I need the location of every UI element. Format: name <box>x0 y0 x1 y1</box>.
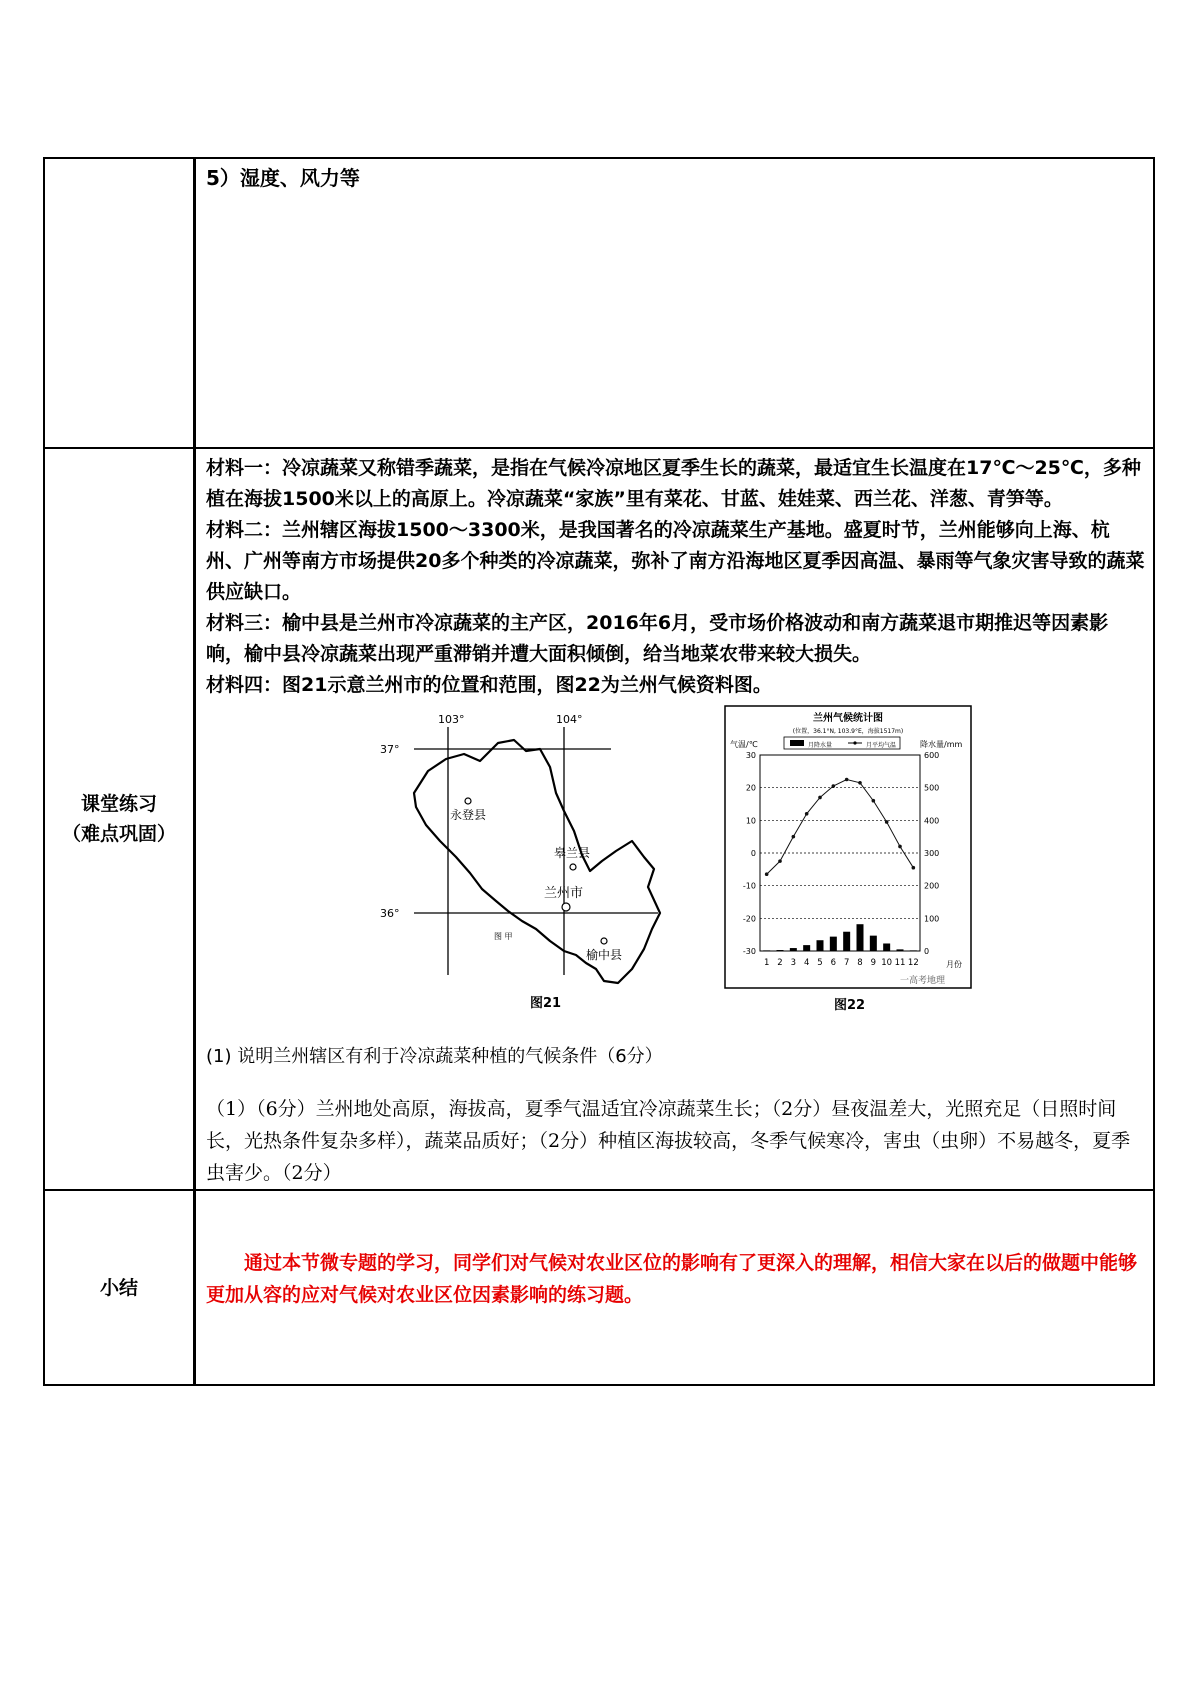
month-tick-label: 10 <box>881 958 893 968</box>
chart-title: 兰州气候统计图 <box>813 713 883 724</box>
temp-tick-label: 20 <box>745 783 756 793</box>
precip-bar <box>803 945 810 951</box>
question-1: (1) 说明兰州辖区有利于冷凉蔬菜种植的气候条件（6分） <box>206 1046 663 1067</box>
humidity-wind-text: 5）湿度、风力等 <box>206 166 360 190</box>
lon-104-label: 104° <box>556 713 583 726</box>
month-tick-label: 1 <box>763 958 770 968</box>
precip-bar <box>830 937 837 951</box>
practice-label-line1: 课堂练习 <box>80 793 157 815</box>
month-tick-label: 11 <box>894 958 906 968</box>
temperature-point <box>858 781 862 785</box>
precip-bar <box>870 936 877 951</box>
figures-area <box>206 701 1145 1041</box>
summary-content-cell <box>195 1190 1155 1385</box>
row1-content-cell <box>195 158 1155 448</box>
lanzhou-map-figure <box>376 707 676 1027</box>
material-4: 材料四：图21示意兰州市的位置和范围，图22为兰州气候资料图。 <box>206 674 772 696</box>
map-legend-text: 图 甲 <box>494 932 513 941</box>
precip-bar <box>897 949 904 951</box>
lon-103-label: 103° <box>438 713 465 726</box>
precip-tick-label: 100 <box>924 914 940 924</box>
lanzhou-city-label: 兰州市 <box>544 886 584 901</box>
month-tick-label: 12 <box>907 958 919 968</box>
month-tick-label: 9 <box>870 958 877 968</box>
temperature-point <box>818 796 822 800</box>
precip-bar <box>857 924 864 951</box>
temp-tick-label: 10 <box>745 816 756 826</box>
temp-tick-label: -10 <box>742 881 756 891</box>
chart-watermark: 一高考地理 <box>900 976 946 986</box>
temperature-point <box>832 784 836 788</box>
precip-tick-label: 300 <box>924 849 940 858</box>
month-tick-label: 6 <box>830 958 837 968</box>
lat-37-label: 37° <box>380 743 400 756</box>
practice-content-cell <box>195 448 1155 1190</box>
material-2: 材料二：兰州辖区海拔1500～3300米，是我国著名的冷凉蔬菜生产基地。盛夏时节，兰州能够向上海、杭州、广州等南方市场提供20多个种类的冷凉蔬菜，弥补了南方沿海地区夏季因高温、暴雨等气象灾害导致的蔬菜供应缺口。 <box>206 519 1145 603</box>
precip-tick-label: 200 <box>924 881 940 891</box>
legend-temp-label: 月平均气温 <box>866 742 897 749</box>
month-tick-label: 8 <box>857 958 863 968</box>
material-3: 材料三：榆中县是兰州市冷凉蔬菜的主产区，2016年6月，受市场价格波动和南方蔬菜退市期推迟等因素影响，榆中县冷凉蔬菜出现严重滞销并遭大面积倾倒，给当地菜农带来较大损失。 <box>206 612 1109 665</box>
temperature-point <box>898 845 902 849</box>
precip-bar <box>883 943 890 951</box>
climate-chart-figure <box>724 705 974 1025</box>
precip-bar <box>777 950 784 951</box>
legend-precip-label: 月降水量 <box>808 742 833 749</box>
chart-subtitle: (位置，36.1°N, 103.9°E，海拔1517m) <box>792 728 904 735</box>
x-axis-label: 月份 <box>946 960 962 969</box>
temperature-point <box>872 799 876 803</box>
precip-bar <box>817 940 824 951</box>
temp-tick-label: -30 <box>742 947 756 956</box>
month-tick-label: 2 <box>777 958 783 968</box>
yongdeng-label: 永登县 <box>450 808 487 822</box>
temp-tick-label: 0 <box>750 849 756 858</box>
temperature-point <box>885 820 889 824</box>
precip-bar <box>910 950 917 951</box>
figure-22-caption: 图22 <box>834 998 866 1013</box>
temperature-point <box>792 835 796 839</box>
temp-tick-label: 30 <box>745 751 756 760</box>
lat-36-label: 36° <box>380 907 400 920</box>
month-tick-label: 3 <box>790 958 797 968</box>
precip-tick-label: 600 <box>924 751 940 760</box>
material-1: 材料一：冷凉蔬菜又称错季蔬菜，是指在气候冷凉地区夏季生长的蔬菜，最适宜生长温度在17℃～25℃，多种植在海拔1500米以上的高原上。冷凉蔬菜“家族”里有菜花、甘蓝、娃娃菜、西兰花、洋葱、青笋等。 <box>206 457 1141 510</box>
precip-bar <box>790 948 797 951</box>
month-tick-label: 4 <box>803 958 810 968</box>
temperature-point <box>778 859 782 863</box>
summary-text: 通过本节微专题的学习，同学们对气候对农业区位的影响有了更深入的理解，相信大家在以后的做题中能够更加从容的应对气候对农业区位因素影响的练习题。 <box>206 1252 1138 1306</box>
worksheet-table <box>43 157 1155 1386</box>
month-tick-label: 5 <box>817 958 823 968</box>
practice-label <box>44 448 195 1190</box>
precip-tick-label: 400 <box>924 816 940 826</box>
summary-label: 小结 <box>44 1190 195 1385</box>
precip-tick-label: 500 <box>924 783 940 793</box>
legend-bar-swatch <box>790 740 804 746</box>
precip-tick-label: 0 <box>924 947 930 956</box>
temp-axis-label: 气温/℃ <box>730 740 758 749</box>
gaolan-label: 皋兰县 <box>554 846 591 860</box>
precip-axis-label: 降水量/mm <box>920 740 963 749</box>
precip-bar <box>763 950 770 951</box>
precip-bar <box>843 932 850 951</box>
temperature-point <box>845 778 849 782</box>
temperature-point <box>912 866 916 870</box>
practice-label-line2: （难点巩固） <box>61 823 176 845</box>
temperature-point <box>765 872 769 876</box>
lanzhou-boundary <box>414 740 660 983</box>
month-tick-label: 7 <box>843 958 850 968</box>
figure-21-caption: 图21 <box>530 996 562 1011</box>
yuzhong-label: 榆中县 <box>586 948 623 962</box>
row1-label-cell <box>44 158 195 448</box>
temperature-point <box>805 812 809 816</box>
answer-1: （1）（6分）兰州地处高原，海拔高，夏季气温适宜冷凉蔬菜生长；（2分）昼夜温差大，光照充足（日照时间长，光热条件复杂多样），蔬菜品质好；（2分）种植区海拔较高，冬季气候寒冷，害虫（虫卵）不易越冬，夏季虫害少。（2分） <box>206 1098 1131 1184</box>
temp-tick-label: -20 <box>742 914 756 924</box>
